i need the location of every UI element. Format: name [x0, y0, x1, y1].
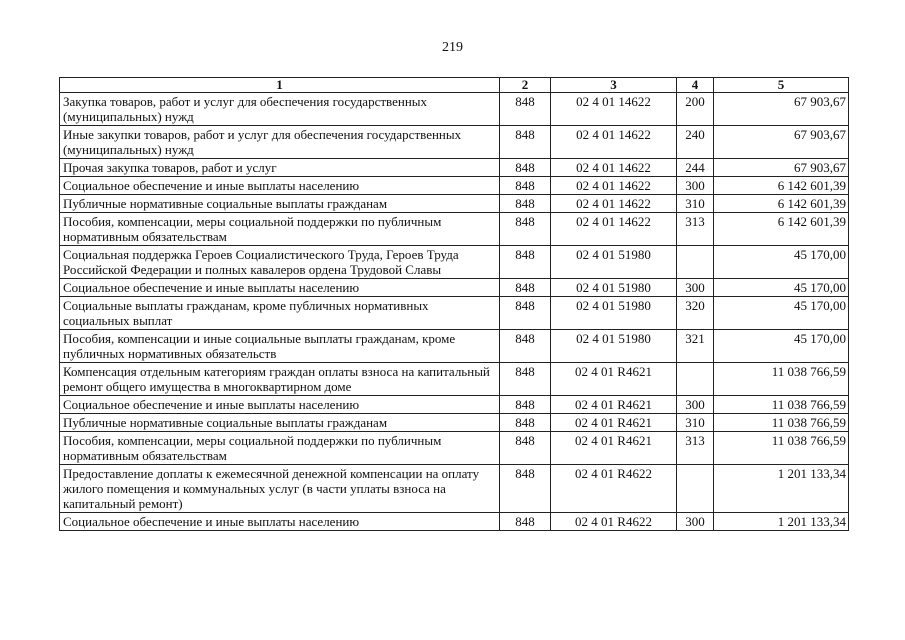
row-ministry-code-cell: 848: [500, 159, 551, 177]
row-expense-type-cell: 300: [677, 177, 714, 195]
table-row: [60, 432, 849, 465]
row-target-article-cell: 02 4 01 R4622: [551, 465, 677, 513]
column-header: 4: [677, 78, 714, 93]
row-description-cell: Публичные нормативные социальные выплаты гражданам: [60, 414, 500, 432]
column-header: 5: [714, 78, 849, 93]
table-row: [60, 297, 849, 330]
column-header: 2: [500, 78, 551, 93]
row-amount-cell: 11 038 766,59: [714, 363, 849, 396]
table-row: [60, 159, 849, 177]
row-target-article-cell: 02 4 01 R4621: [551, 432, 677, 465]
row-amount-cell: 45 170,00: [714, 330, 849, 363]
row-amount-cell: 1 201 133,34: [714, 465, 849, 513]
row-target-article-cell: 02 4 01 51980: [551, 279, 677, 297]
table-header-row: [60, 78, 849, 93]
table-row: [60, 93, 849, 126]
row-description-cell: Социальная поддержка Героев Социалистического Труда, Героев Труда Российской Федерации и полных кавалеров ордена Трудовой Славы: [60, 246, 500, 279]
row-description-cell: Прочая закупка товаров, работ и услуг: [60, 159, 500, 177]
row-description-cell: Социальное обеспечение и иные выплаты населению: [60, 396, 500, 414]
row-target-article-cell: 02 4 01 14622: [551, 159, 677, 177]
table-row: [60, 330, 849, 363]
row-ministry-code-cell: 848: [500, 396, 551, 414]
table-row: [60, 279, 849, 297]
row-description-cell: Предоставление доплаты к ежемесячной денежной компенсации на оплату жилого помещения и коммунальных услуг (в части уплаты взноса на капитальный ремонт): [60, 465, 500, 513]
row-ministry-code-cell: 848: [500, 330, 551, 363]
row-target-article-cell: 02 4 01 14622: [551, 213, 677, 246]
row-ministry-code-cell: 848: [500, 363, 551, 396]
row-expense-type-cell: 320: [677, 297, 714, 330]
row-amount-cell: 1 201 133,34: [714, 513, 849, 531]
row-ministry-code-cell: 848: [500, 195, 551, 213]
table-row: [60, 213, 849, 246]
row-expense-type-cell: 310: [677, 195, 714, 213]
row-description-cell: Пособия, компенсации, меры социальной поддержки по публичным нормативным обязательствам: [60, 432, 500, 465]
table-row: [60, 126, 849, 159]
row-expense-type-cell: 313: [677, 432, 714, 465]
row-ministry-code-cell: 848: [500, 513, 551, 531]
row-description-cell: Компенсация отдельным категориям граждан оплаты взноса на капитальный ремонт общего имущества в многоквартирном доме: [60, 363, 500, 396]
table-row: [60, 246, 849, 279]
row-expense-type-cell: 313: [677, 213, 714, 246]
page-number: 219: [442, 40, 463, 55]
table-row: [60, 195, 849, 213]
row-ministry-code-cell: 848: [500, 126, 551, 159]
row-target-article-cell: 02 4 01 14622: [551, 195, 677, 213]
table-row: [60, 363, 849, 396]
row-amount-cell: 6 142 601,39: [714, 213, 849, 246]
row-target-article-cell: 02 4 01 51980: [551, 246, 677, 279]
column-header: 1: [60, 78, 500, 93]
row-target-article-cell: 02 4 01 R4621: [551, 414, 677, 432]
row-amount-cell: 6 142 601,39: [714, 195, 849, 213]
table-row: [60, 396, 849, 414]
row-ministry-code-cell: 848: [500, 246, 551, 279]
row-amount-cell: 45 170,00: [714, 297, 849, 330]
row-description-cell: Социальное обеспечение и иные выплаты населению: [60, 513, 500, 531]
table-row: [60, 465, 849, 513]
row-ministry-code-cell: 848: [500, 93, 551, 126]
row-expense-type-cell: 200: [677, 93, 714, 126]
row-description-cell: Социальное обеспечение и иные выплаты населению: [60, 177, 500, 195]
row-ministry-code-cell: 848: [500, 414, 551, 432]
row-target-article-cell: 02 4 01 51980: [551, 297, 677, 330]
row-amount-cell: 67 903,67: [714, 126, 849, 159]
row-expense-type-cell: 300: [677, 513, 714, 531]
row-expense-type-cell: [677, 246, 714, 279]
row-ministry-code-cell: 848: [500, 177, 551, 195]
row-description-cell: Пособия, компенсации, меры социальной поддержки по публичным нормативным обязательствам: [60, 213, 500, 246]
row-amount-cell: 11 038 766,59: [714, 414, 849, 432]
row-target-article-cell: 02 4 01 R4621: [551, 396, 677, 414]
table-row: [60, 177, 849, 195]
row-expense-type-cell: 321: [677, 330, 714, 363]
row-ministry-code-cell: 848: [500, 432, 551, 465]
row-amount-cell: 45 170,00: [714, 246, 849, 279]
row-target-article-cell: 02 4 01 R4622: [551, 513, 677, 531]
row-expense-type-cell: 310: [677, 414, 714, 432]
column-header: 3: [551, 78, 677, 93]
row-target-article-cell: 02 4 01 14622: [551, 126, 677, 159]
row-description-cell: Публичные нормативные социальные выплаты гражданам: [60, 195, 500, 213]
row-expense-type-cell: [677, 465, 714, 513]
row-amount-cell: 11 038 766,59: [714, 432, 849, 465]
row-amount-cell: 45 170,00: [714, 279, 849, 297]
row-amount-cell: 67 903,67: [714, 93, 849, 126]
row-expense-type-cell: 240: [677, 126, 714, 159]
row-expense-type-cell: 300: [677, 279, 714, 297]
row-ministry-code-cell: 848: [500, 279, 551, 297]
row-amount-cell: 6 142 601,39: [714, 177, 849, 195]
row-amount-cell: 11 038 766,59: [714, 396, 849, 414]
row-target-article-cell: 02 4 01 14622: [551, 93, 677, 126]
row-expense-type-cell: 300: [677, 396, 714, 414]
row-description-cell: Социальное обеспечение и иные выплаты населению: [60, 279, 500, 297]
row-ministry-code-cell: 848: [500, 465, 551, 513]
row-expense-type-cell: [677, 363, 714, 396]
row-description-cell: Иные закупки товаров, работ и услуг для обеспечения государственных (муниципальных) нужд: [60, 126, 500, 159]
row-expense-type-cell: 244: [677, 159, 714, 177]
table-body: [60, 93, 849, 531]
row-target-article-cell: 02 4 01 14622: [551, 177, 677, 195]
row-amount-cell: 67 903,67: [714, 159, 849, 177]
table-row: [60, 414, 849, 432]
row-ministry-code-cell: 848: [500, 297, 551, 330]
table-row: [60, 513, 849, 531]
row-ministry-code-cell: 848: [500, 213, 551, 246]
row-target-article-cell: 02 4 01 R4621: [551, 363, 677, 396]
budget-table: [59, 77, 849, 531]
row-target-article-cell: 02 4 01 51980: [551, 330, 677, 363]
row-description-cell: Закупка товаров, работ и услуг для обеспечения государственных (муниципальных) нужд: [60, 93, 500, 126]
row-description-cell: Пособия, компенсации и иные социальные выплаты гражданам, кроме публичных нормативных обязательств: [60, 330, 500, 363]
row-description-cell: Социальные выплаты гражданам, кроме публичных нормативных социальных выплат: [60, 297, 500, 330]
